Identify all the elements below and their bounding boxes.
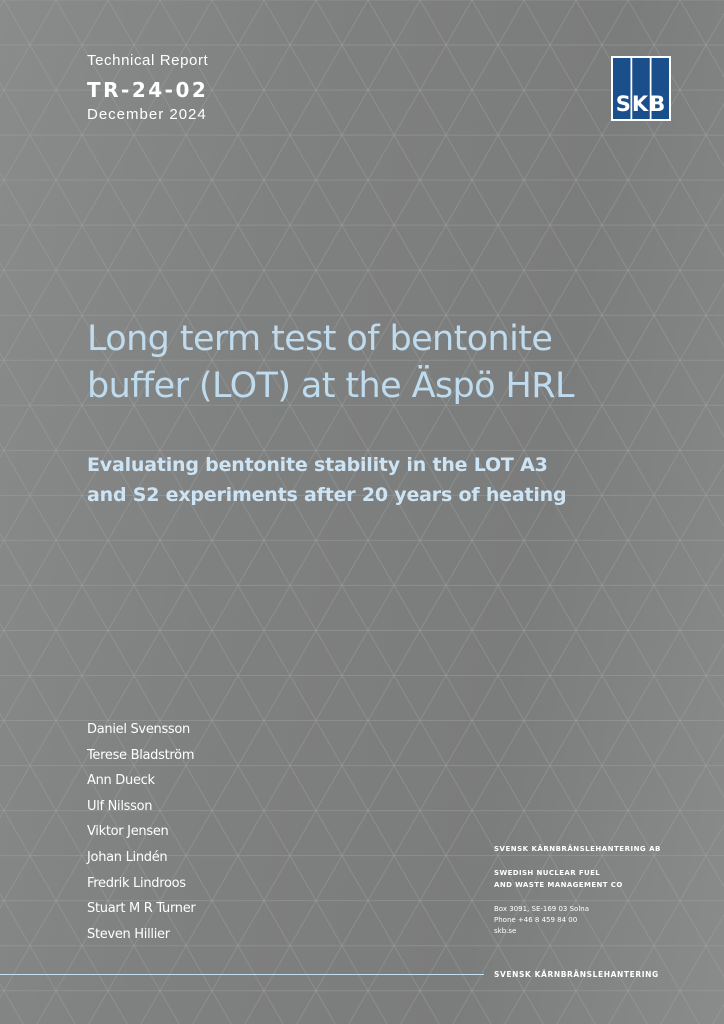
footer-divider [0, 974, 484, 975]
company-name: SVENSK KÄRNBRÄNSLEHANTERING AB [494, 845, 661, 853]
report-series-label: Technical Report [87, 52, 209, 69]
report-date: December 2024 [87, 106, 207, 123]
company-contact [494, 904, 694, 937]
report-title [87, 316, 687, 410]
skb-logo [611, 56, 671, 121]
author-name: Fredrik Lindroos [87, 875, 186, 891]
company-english-name-line: SWEDISH NUCLEAR FUEL [494, 869, 601, 877]
company-address: Box 3091, SE-169 03 Solna [494, 905, 590, 913]
company-phone: Phone +46 8 459 84 00 [494, 916, 578, 924]
company-english-name [494, 867, 694, 891]
company-info [494, 845, 694, 937]
title-line-2: buffer (LOT) at the Äspö HRL [87, 366, 574, 406]
author-name: Ann Dueck [87, 773, 155, 789]
author-name: Daniel Svensson [87, 722, 190, 737]
author-name: Stuart M R Turner [87, 901, 196, 917]
skb-logo-text: SKB [615, 92, 667, 116]
subtitle-line-1: Evaluating bentonite stability in the LOT A3 [87, 454, 548, 476]
company-english-name-line: AND WASTE MANAGEMENT CO [494, 881, 623, 889]
author-list [87, 717, 195, 947]
author-name: Steven Hillier [87, 926, 170, 942]
author-name: Viktor Jensen [87, 824, 169, 840]
company-website: skb.se [494, 927, 517, 935]
report-number: TR-24-02 [87, 78, 209, 102]
author-name: Terese Bladström [87, 747, 195, 763]
author-name: Ulf Nilsson [87, 798, 153, 814]
report-subtitle [87, 450, 687, 510]
footer-company-name: SVENSK KÄRNBRÄNSLEHANTERING [494, 970, 659, 979]
author-name: Johan Lindén [87, 849, 168, 865]
subtitle-line-2: and S2 experiments after 20 years of heating [87, 484, 567, 506]
title-line-1: Long term test of bentonite [87, 319, 553, 359]
